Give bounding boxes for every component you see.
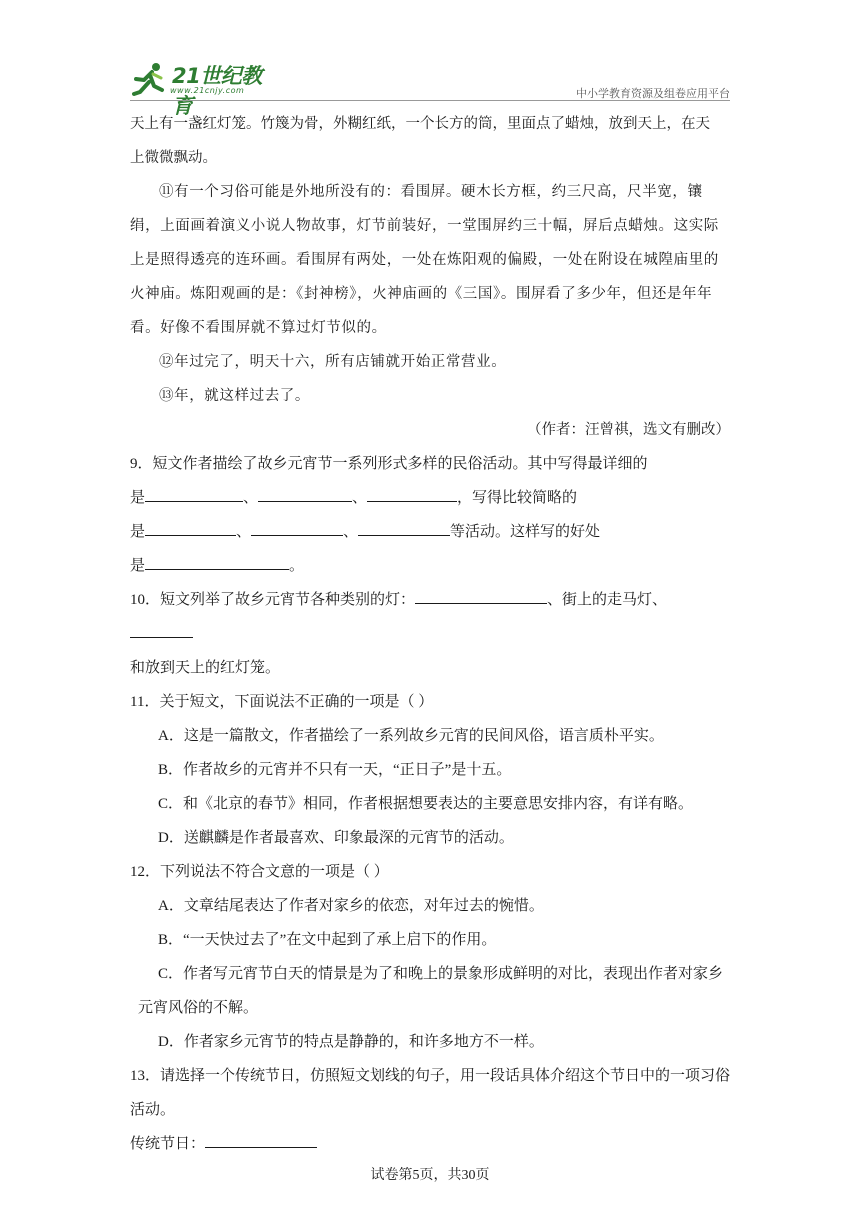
question-13-festival: 传统节日： [130, 1127, 730, 1161]
question-12-option-d[interactable]: D．作者家乡元宵节的特点是静静的，和许多地方不一样。 [158, 1034, 544, 1050]
question-9-line: 是 。 [130, 549, 730, 583]
question-11-option-a[interactable]: A．这是一篇散文，作者描绘了一系列故乡元宵的民间风俗，语言质朴平实。 [158, 728, 664, 744]
passage-paragraph-12: ⑫年过完了，明天十六，所有店铺就开始正常营业。 [159, 354, 507, 370]
question-9-line: 是 、 、 等活动。这样写的好处 [130, 515, 730, 549]
site-logo [130, 60, 270, 118]
question-11-option-c[interactable]: C．和《北京的春节》相同，作者根据想要表达的主要意思安排内容，有详有略。 [158, 796, 694, 812]
question-12-option-c[interactable]: C．作者写元宵节白天的情景是为了和晚上的景象形成鲜明的对比，表现出作者对家乡 [158, 966, 724, 982]
question-10: 10．短文列举了故乡元宵节各种类别的灯： 、街上的走马灯、 [130, 583, 730, 651]
question-13-line: 13．请选择一个传统节日，仿照短文划线的句子，用一段话具体介绍这个节日中的一项习俗 [130, 1068, 731, 1084]
header-divider [130, 100, 730, 101]
question-11: 11．关于短文，下面说法不正确的一项是（ ） [130, 694, 434, 710]
answer-blank[interactable] [367, 483, 457, 502]
passage-line: 上微微飘动。 [130, 150, 217, 166]
question-12-option-a[interactable]: A．文章结尾表达了作者对家乡的依恋，对年过去的惋惜。 [158, 898, 544, 914]
question-13-line: 活动。 [130, 1102, 176, 1118]
page-number: 试卷第5页，共30页 [370, 1168, 490, 1183]
passage-attribution: （作者：汪曾祺，选文有删改） [527, 422, 730, 438]
question-9-line: 9．短文作者描绘了故乡元宵节一系列形式多样的民俗活动。其中写得最详细的 [130, 456, 648, 472]
answer-blank[interactable] [145, 483, 243, 502]
answer-blank[interactable] [130, 619, 193, 638]
question-11-option-b[interactable]: B．作者故乡的元宵并不只有一天，“正日子”是十五。 [158, 762, 512, 778]
question-12: 12．下列说法不符合文意的一项是（ ） [130, 864, 389, 880]
passage-line: 天上有一盏红灯笼。竹篾为骨，外糊红纸，一个长方的筒，里面点了蜡烛，放到天上，在天 [130, 116, 710, 132]
page-header [130, 60, 730, 118]
question-10-line: 和放到天上的红灯笼。 [130, 660, 281, 676]
question-11-option-d[interactable]: D．送麒麟是作者最喜欢、印象最深的元宵节的活动。 [158, 830, 514, 846]
answer-blank[interactable] [415, 585, 547, 604]
answer-blank[interactable] [358, 517, 450, 536]
answer-blank[interactable] [145, 517, 236, 536]
festival-answer-blank[interactable] [205, 1129, 317, 1148]
passage-paragraph-13: ⑬年，就这样过去了。 [159, 388, 310, 404]
page-content [130, 107, 730, 1161]
answer-blank[interactable] [251, 517, 343, 536]
logo-text: 21世纪教育 [172, 64, 262, 118]
question-12-option-c-continued: 元宵风俗的不解。 [138, 1000, 259, 1016]
answer-blank[interactable] [258, 483, 352, 502]
question-9-line: 是 、 、 ，写得比较简略的 [130, 481, 730, 515]
runner-icon [130, 60, 170, 100]
logo-url: www.21cnjy.com [170, 86, 245, 95]
question-12-option-b[interactable]: B．“一天快过去了”在文中起到了承上启下的作用。 [158, 932, 497, 948]
answer-blank[interactable] [145, 551, 289, 570]
platform-label: 中小学教育资源及组卷应用平台 [576, 87, 730, 100]
passage-paragraph-11: ⑪有一个习俗可能是外地所没有的：看围屏。硬木长方框，约三尺高，尺半宽，镶绢，上面画着演义小说人物故事，灯节前装好，一堂围屏约三十幅，屏后点蜡烛。这实际上是照得透亮的连环画。看围屏有两处，一处在炼阳观的偏殿，一处在附设在城隍庙里的火神庙。炼阳观画的是：《封神榜》，火神庙画的《三国》。围屏看了多少年，但还是年年看。好像不看围屏就不算过灯节似的。 [130, 184, 719, 336]
